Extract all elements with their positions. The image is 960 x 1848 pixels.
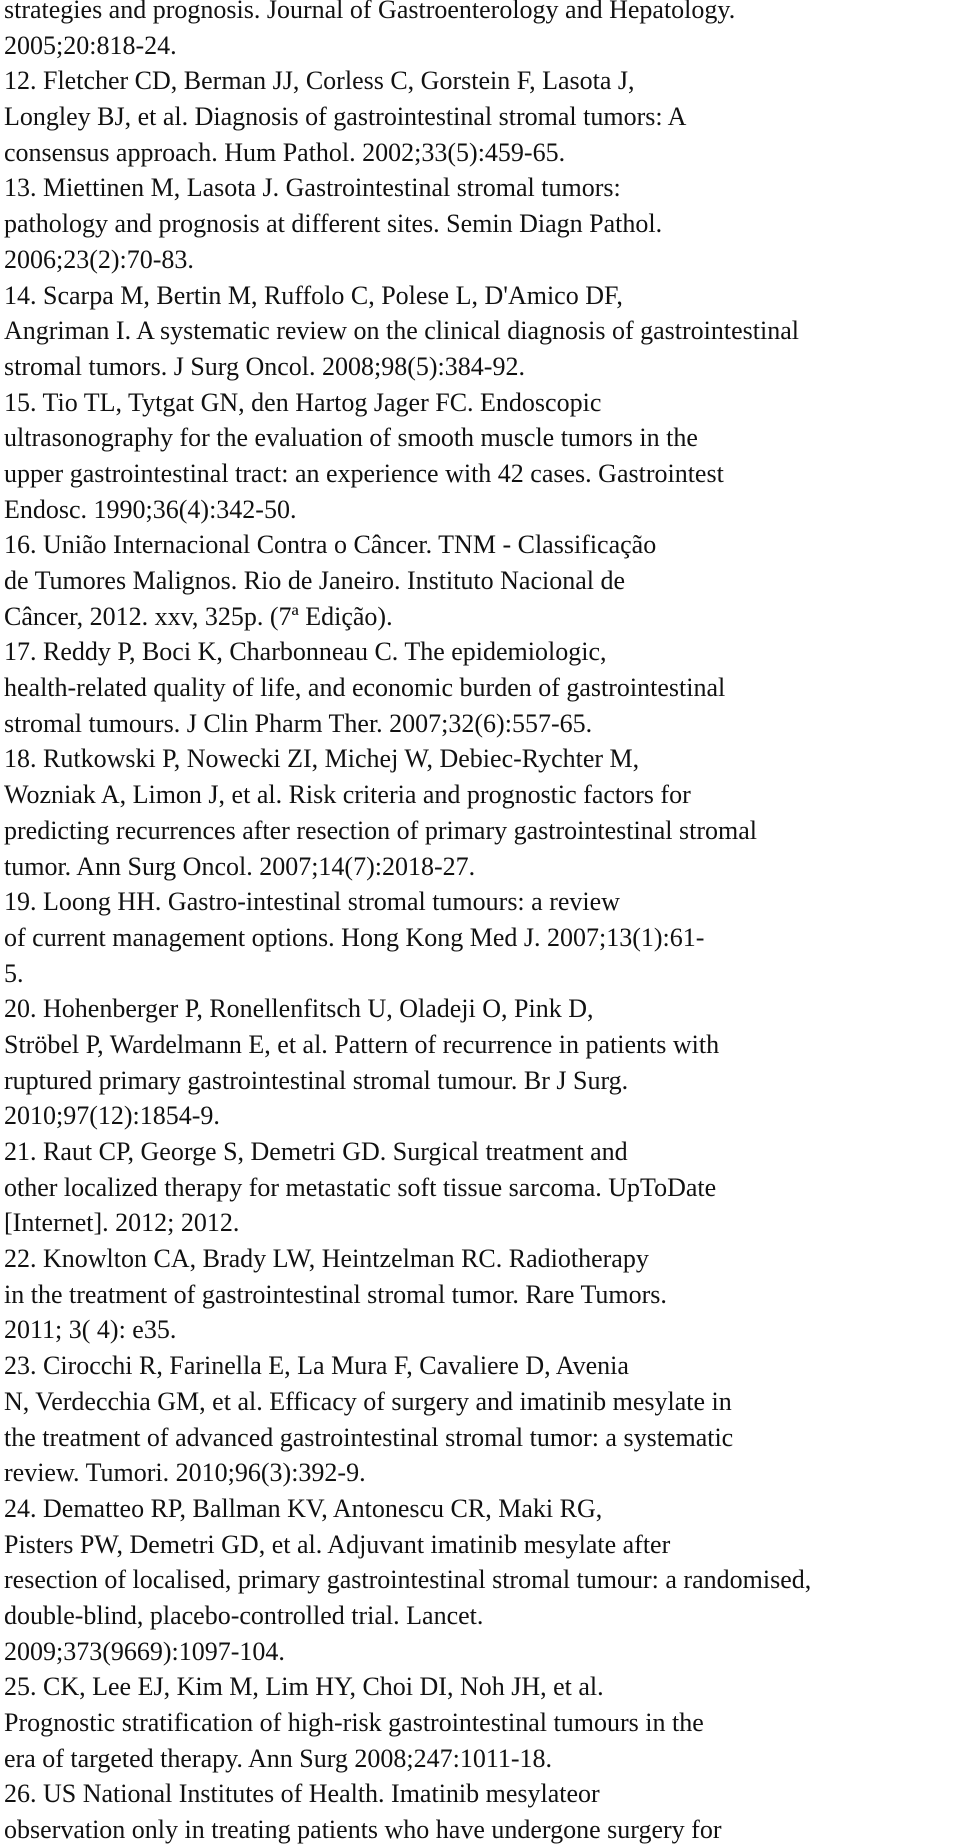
reference-line: 14. Scarpa M, Bertin M, Ruffolo C, Polese L, D'Amico DF, [4, 280, 623, 310]
reference-line: 23. Cirocchi R, Farinella E, La Mura F, Cavaliere D, Avenia [4, 1351, 629, 1381]
reference-line: of current management options. Hong Kong Med J. 2007;13(1):61- [4, 922, 705, 952]
reference-line: stromal tumours. J Clin Pharm Ther. 2007;32(6):557-65. [4, 708, 593, 738]
reference-line: Angriman I. A systematic review on the clinical diagnosis of gastrointestinal [4, 316, 799, 346]
reference-line: 5. [4, 958, 24, 988]
reference-line: 2011; 3( 4): e35. [4, 1315, 177, 1345]
reference-line: ruptured primary gastrointestinal stromal tumour. Br J Surg. [4, 1065, 629, 1095]
reference-line: 13. Miettinen M, Lasota J. Gastrointestinal stromal tumors: [4, 173, 621, 203]
reference-line: 12. Fletcher CD, Berman JJ, Corless C, Gorstein F, Lasota J, [4, 66, 635, 96]
reference-line: 17. Reddy P, Boci K, Charbonneau C. The epidemiologic, [4, 637, 607, 667]
reference-line: the treatment of advanced gastrointestinal stromal tumor: a systematic [4, 1422, 734, 1452]
reference-line: 2010;97(12):1854-9. [4, 1101, 220, 1131]
reference-line: 20. Hohenberger P, Ronellenfitsch U, Oladeji O, Pink D, [4, 994, 594, 1024]
reference-line: de Tumores Malignos. Rio de Janeiro. Instituto Nacional de [4, 566, 626, 595]
reference-line: [Internet]. 2012; 2012. [4, 1208, 240, 1238]
reference-line: observation only in treating patients who have undergone surgery for [4, 1815, 722, 1845]
reference-line: health-related quality of life, and economic burden of gastrointestinal [4, 673, 726, 703]
reference-line: 25. CK, Lee EJ, Kim M, Lim HY, Choi DI, Noh JH, et al. [4, 1672, 604, 1702]
reference-line: Ströbel P, Wardelmann E, et al. Pattern of recurrence in patients with [4, 1029, 720, 1059]
reference-line: ultrasonography for the evaluation of smooth muscle tumors in the [4, 423, 698, 453]
reference-line: 22. Knowlton CA, Brady LW, Heintzelman RC. Radiotherapy [4, 1244, 649, 1274]
reference-line: N, Verdecchia GM, et al. Efficacy of surgery and imatinib mesylate in [4, 1386, 732, 1416]
reference-line: Prognostic stratification of high-risk gastrointestinal tumours in the [4, 1708, 704, 1737]
reference-line: era of targeted therapy. Ann Surg 2008;247:1011-18. [4, 1743, 553, 1773]
reference-line: review. Tumori. 2010;96(3):392-9. [4, 1458, 366, 1488]
reference-line: 24. Dematteo RP, Ballman KV, Antonescu CR, Maki RG, [4, 1493, 603, 1523]
reference-line: 2009;373(9669):1097-104. [4, 1636, 285, 1666]
reference-line: stromal tumors. J Surg Oncol. 2008;98(5):384-92. [4, 351, 525, 381]
reference-line: Câncer, 2012. xxv, 325p. (7ª Edição). [4, 601, 393, 631]
reference-line: Endosc. 1990;36(4):342-50. [4, 494, 297, 524]
reference-line: Pisters PW, Demetri GD, et al. Adjuvant imatinib mesylate after [4, 1529, 671, 1559]
reference-line: 2005;20:818-24. [4, 30, 177, 60]
reference-line: double-blind, placebo-controlled trial. Lancet. [4, 1600, 484, 1630]
reference-line: 2006;23(2):70-83. [4, 244, 194, 274]
reference-line: 18. Rutkowski P, Nowecki ZI, Michej W, Debiec-Rychter M, [4, 744, 640, 774]
reference-line: strategies and prognosis. Journal of Gastroenterology and Hepatology. [4, 0, 736, 24]
reference-line: other localized therapy for metastatic soft tissue sarcoma. UpToDate [4, 1172, 717, 1202]
reference-line: 19. Loong HH. Gastro-intestinal stromal tumours: a review [4, 887, 620, 917]
reference-line: in the treatment of gastrointestinal stromal tumor. Rare Tumors. [4, 1279, 667, 1309]
reference-line: consensus approach. Hum Pathol. 2002;33(5):459-65. [4, 137, 566, 167]
reference-line: upper gastrointestinal tract: an experience with 42 cases. Gastrointest [4, 458, 724, 488]
reference-line: resection of localised, primary gastrointestinal stromal tumour: a randomised, [4, 1565, 812, 1595]
reference-line: 16. União Internacional Contra o Câncer. TNM - Classificação [4, 530, 657, 560]
reference-line: 21. Raut CP, George S, Demetri GD. Surgical treatment and [4, 1137, 628, 1166]
reference-list [4, 0, 956, 1848]
reference-line: predicting recurrences after resection of primary gastrointestinal stromal [4, 815, 757, 845]
reference-line: Longley BJ, et al. Diagnosis of gastrointestinal stromal tumors: A [4, 102, 687, 132]
reference-line: 15. Tio TL, Tytgat GN, den Hartog Jager FC. Endoscopic [4, 387, 602, 417]
reference-line: tumor. Ann Surg Oncol. 2007;14(7):2018-27. [4, 851, 476, 881]
reference-line: pathology and prognosis at different sites. Semin Diagn Pathol. [4, 209, 663, 239]
reference-line: Wozniak A, Limon J, et al. Risk criteria and prognostic factors for [4, 780, 691, 810]
reference-line: 26. US National Institutes of Health. Imatinib mesylateor [4, 1779, 600, 1809]
